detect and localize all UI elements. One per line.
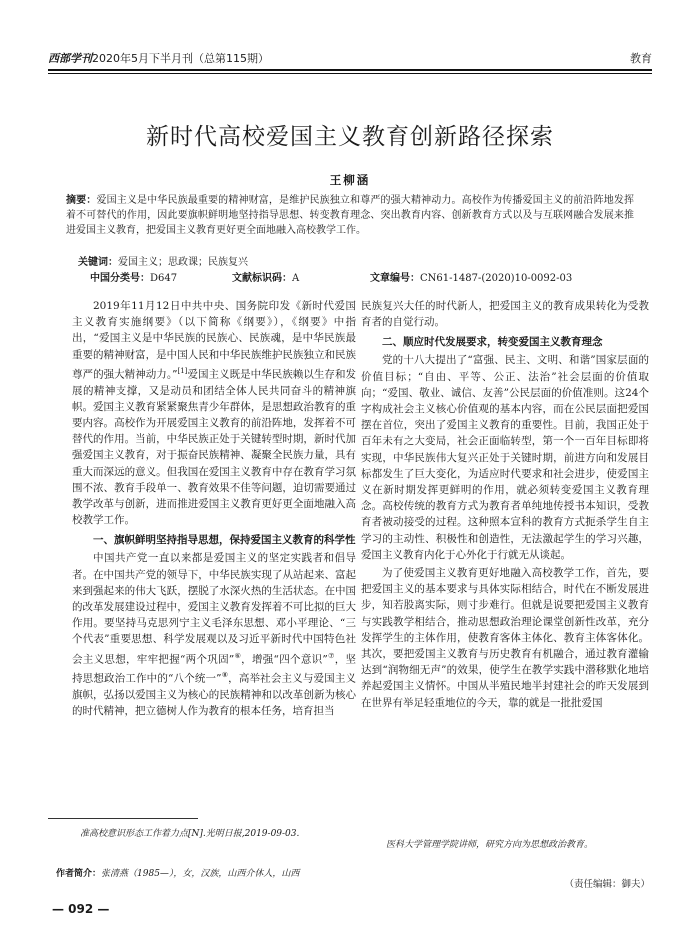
keywords-text: 爱国主义；思政课；民族复兴 <box>118 257 248 268</box>
clc-label: 中国分类号： <box>90 273 150 284</box>
article-author: 王柳涵 <box>329 173 371 187</box>
keywords-label: 关键词： <box>78 257 118 268</box>
paragraph-text: 中国共产党一直以来都是爱国主义的坚定实践者和倡导者。在中国共产党的领导下，中华民族实现了从站起来、富起来到强起来的伟大飞跃，摆脱了水深火热的生活状态。在中国的改革发展建设过程中，爱国主义教育发挥着不可比拟的巨大作用。要坚持马克思列宁主义毛泽东思想、邓小平理论、“三个代表”重要思想、科学发展观以及习近平新时代中国特色社会主义思想，牢牢把握“两个巩固” <box>72 552 356 666</box>
author-note-continued: 医科大学管理学院讲师，研究方向为思想政治教育。 <box>386 840 594 850</box>
citation-ref: ⑧ <box>221 671 229 680</box>
paragraph-text: 2019年11月12日中共中央、国务院印发《新时代爱国主义教育实施纲要》（以下简称《纲要》），《纲要》中指出，“爱国主义是中华民族的民族心、民族魂，是中华民族最重要的精神财富，是中国人民和中华民族维护民族独立和民族尊严的强大精神动力。” <box>72 300 356 381</box>
doc-code-label: 文献标识码： <box>232 273 292 284</box>
page-number: — 092 — <box>52 902 110 916</box>
doc-code-value: A <box>292 273 300 284</box>
journal-info <box>48 50 269 66</box>
abstract-text: 爱国主义是中华民族最重要的精神财富，是维护民族独立和尊严的强大精神动力。高校作为传播爱国主义的前沿阵地发挥着不可替代的作用，因此要旗帜鲜明地坚持指导思想、转变教育理念、突出教育内容、创新教育方式以及与互联网融合发展来推进爱国主义教育，把爱国主义教育更好更全面地融入高校教学工作。 <box>66 195 635 236</box>
footnote: 准高校意识形态工作着力点[N].光明日报,2019-09-03. <box>80 829 300 839</box>
paragraph-text: 爱国主义既是中华民族赖以生存和发展的精神支撑，又是动员和团结全体人民共同奋斗的精神旗帜。爱国主义教育紧紧聚焦青少年群体，是思想政治教育的重要内容。高校作为开展爱国主义教育的前沿阵地，发挥着不可替代的作用。当前，中华民族正处于关键转型时期，新时代加强爱国主义教育，对于振奋民族精神、凝聚全民族力量，具有重大而深远的意义。但我国在爱国主义教育中存在教育学习氛围不浓、教育手段单一、教育效果不佳等问题，迫切需要通过教学改革与创新，进而推进爱国主义教育更好更全面地融入高校教学工作。 <box>72 368 356 527</box>
paragraph: 民族复兴大任的时代新人，把爱国主义的教育成果转化为受教育者的自觉行动。 <box>361 300 649 329</box>
author-note <box>56 866 299 879</box>
clc-number <box>90 269 177 284</box>
paragraph <box>72 298 356 528</box>
article-no-label: 文章编号： <box>370 273 420 284</box>
left-column <box>72 298 356 721</box>
abstract <box>66 193 634 238</box>
responsible-editor: （责任编辑：御夫） <box>564 879 650 890</box>
paragraph-text: ，增强“四个意识” <box>241 653 328 666</box>
footnote-rule <box>48 818 198 819</box>
header-rule-thin <box>48 73 652 74</box>
column-tag: 教育 <box>630 52 652 65</box>
paragraph-text: ，坚持思想政治工作中的“八个统一” <box>72 653 357 685</box>
citation-ref: [1] <box>177 366 188 375</box>
section-heading-2: 二、顺应时代发展要求，转变爱国主义教育理念 <box>382 336 603 349</box>
abstract-label: 摘要： <box>66 195 97 206</box>
paragraph: 为了使爱国主义教育更好地融入高校教学工作，首先，要把爱国主义的基本要求与具体实际相结合，时代在不断发展进步，知若股离实际，则寸步难行。但就是说要把爱国主义教育与实践教学相结合，推动思想政治理论课堂创新性改革，充分发挥学生的主体作用，使教育客体主体化、教育主体客体化。其次，要把爱国主义教育与历史教育有机融合，通过教育灌输达到“润物细无声”的效果，使学生在教学实践中潜移默化地培养起爱国主义情怀。中国从半殖民地半封建社会的昨天发展到在世界有举足轻重地位的今天，靠的就是一批批爱国 <box>361 567 649 709</box>
paragraph-text: ，高举社会主义与爱国主义旗帜，弘扬以爱国主义为核心的民族精神和以改革创新为核心的时代精神，把立德树人作为教育的根本任务，培育担当 <box>72 672 356 718</box>
journal-brand: 西部学刊 <box>48 52 92 65</box>
keywords <box>78 253 248 268</box>
author-note-label: 作者简介： <box>56 869 102 879</box>
article-number <box>370 269 572 284</box>
paragraph: 党的十八大提出了“富强、民主、文明、和谐”国家层面的价值目标；“自由、平等、公正、法治”社会层面的价值取向；“爱国、敬业、诚信、友善”公民层面的价值准则。这24个字构成社会主义核心价值观的基本内容，而在公民层面把爱国摆在首位，突出了爱国主义教育的重要性。目前，我国正处于百年未有之大变局，社会正面临转型，第一个一百年目标即将实现，中华民族伟大复兴正处于关键时期，前进方向和发展目标都发生了巨大变化，为适应时代要求和社会进步，使爱国主义在新时期发挥更鲜明的作用，就必须转变爱国主义教育理念。高校传统的教育方式为教育者单纯地传授书本知识，受教育者被动接受的过程。这种照本宣科的教育方式扼杀学生自主学习的主动性、积极性和创造性，无法激起学生的学习兴趣，爱国主义教育内化于心外化于行就无从谈起。 <box>361 354 649 561</box>
citation-ref: ⑥ <box>234 651 242 660</box>
right-column <box>361 298 649 713</box>
citation-ref: ⑦ <box>327 651 335 660</box>
paragraph <box>72 550 356 719</box>
header-rule-thick <box>48 69 652 71</box>
clc-value: D647 <box>150 273 178 284</box>
article-title: 新时代高校爱国主义教育创新路径探索 <box>146 124 554 150</box>
document-code <box>232 269 299 284</box>
article-no-value: CN61-1487-(2020)10-0092-03 <box>420 273 573 284</box>
journal-issue: 2020年5月下半月刊（总第115期） <box>92 52 269 65</box>
section-heading-1: 一、旗帜鲜明坚持指导思想，保持爱国主义教育的科学性 <box>93 534 356 547</box>
author-note-text: 张清燕（1985—），女，汉族，山西介休人，山西 <box>101 869 300 879</box>
